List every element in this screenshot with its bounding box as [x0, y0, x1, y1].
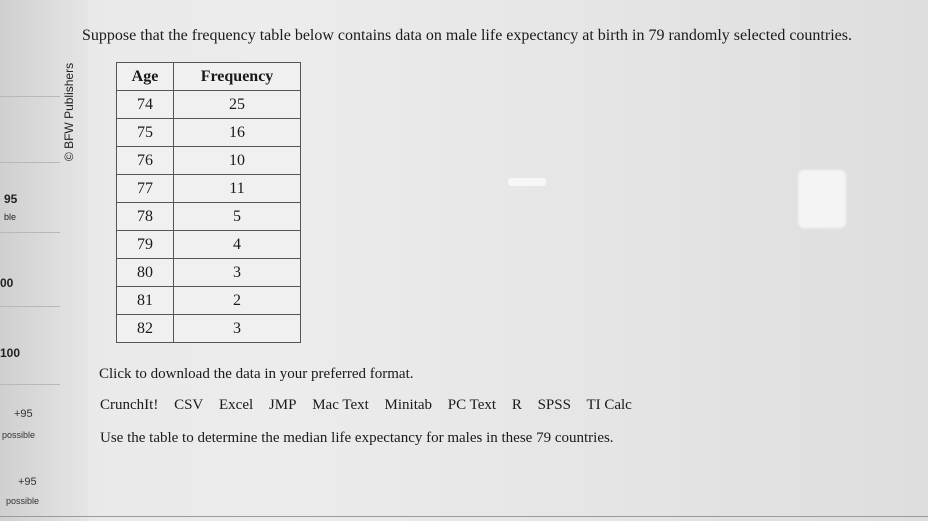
download-format-links: [100, 397, 644, 414]
table-row: [117, 259, 301, 287]
format-link-ti-calc[interactable]: TI Calc: [586, 397, 632, 413]
frequency-cell: 3: [174, 315, 301, 343]
header-age: Age: [117, 63, 174, 91]
format-link-mac-text[interactable]: Mac Text: [312, 397, 369, 413]
age-cell: 79: [117, 231, 174, 259]
age-cell: 76: [117, 147, 174, 175]
table-row: [117, 119, 301, 147]
strip-divider: [0, 232, 60, 233]
copyright-text: © BFW Publishers: [62, 62, 76, 162]
age-cell: 78: [117, 203, 174, 231]
frequency-cell: 10: [174, 147, 301, 175]
download-instructions: Click to download the data in your preferred format.: [99, 366, 414, 382]
age-cell: 77: [117, 175, 174, 203]
age-cell: 80: [117, 259, 174, 287]
score-100: 100: [0, 346, 21, 360]
score-95: 95: [4, 192, 18, 206]
score-00: 00: [0, 276, 14, 290]
age-cell: 74: [117, 91, 174, 119]
strip-divider: [0, 384, 60, 385]
format-link-excel[interactable]: Excel: [219, 397, 254, 413]
table-row: [117, 147, 301, 175]
task-instructions: Use the table to determine the median life expectancy for males in these 79 countries.: [100, 430, 614, 446]
age-cell: 82: [117, 315, 174, 343]
table-row: [117, 231, 301, 259]
format-link-spss[interactable]: SPSS: [537, 397, 571, 413]
table-row: [117, 203, 301, 231]
frequency-cell: 3: [174, 259, 301, 287]
strip-divider: [0, 96, 60, 97]
table-row: [117, 175, 301, 203]
points-possible: possible: [6, 496, 40, 506]
format-link-csv[interactable]: CSV: [174, 397, 204, 413]
frequency-table: [116, 62, 301, 343]
points-possible: possible: [2, 430, 36, 440]
bottom-divider: [0, 516, 928, 517]
format-link-pc-text[interactable]: PC Text: [447, 397, 497, 413]
age-cell: 81: [117, 287, 174, 315]
format-link-crunchit[interactable]: CrunchIt!: [100, 397, 159, 413]
format-link-r[interactable]: R: [511, 397, 522, 413]
frequency-cell: 11: [174, 175, 301, 203]
table-row: [117, 91, 301, 119]
strip-divider: [0, 162, 60, 163]
points-plus-95: +95: [14, 408, 33, 420]
table-header-row: [117, 63, 301, 91]
frequency-cell: 5: [174, 203, 301, 231]
frequency-cell: 4: [174, 231, 301, 259]
frequency-cell: 25: [174, 91, 301, 119]
strip-divider: [0, 306, 60, 307]
points-plus-95: +95: [18, 476, 37, 488]
table-row: [117, 315, 301, 343]
format-link-minitab[interactable]: Minitab: [384, 397, 433, 413]
question-text: Suppose that the frequency table below contains data on male life expectancy at birth in 79 randomly selected countries.: [82, 27, 852, 44]
age-cell: 75: [117, 119, 174, 147]
copyright-notice: [58, 52, 80, 172]
glare-highlight: [508, 178, 546, 186]
score-label-ble: ble: [4, 212, 17, 222]
format-link-jmp[interactable]: JMP: [268, 397, 297, 413]
frequency-cell: 2: [174, 287, 301, 315]
frequency-cell: 16: [174, 119, 301, 147]
glare-highlight: [798, 170, 846, 228]
header-frequency: Frequency: [174, 63, 301, 91]
table-row: [117, 287, 301, 315]
